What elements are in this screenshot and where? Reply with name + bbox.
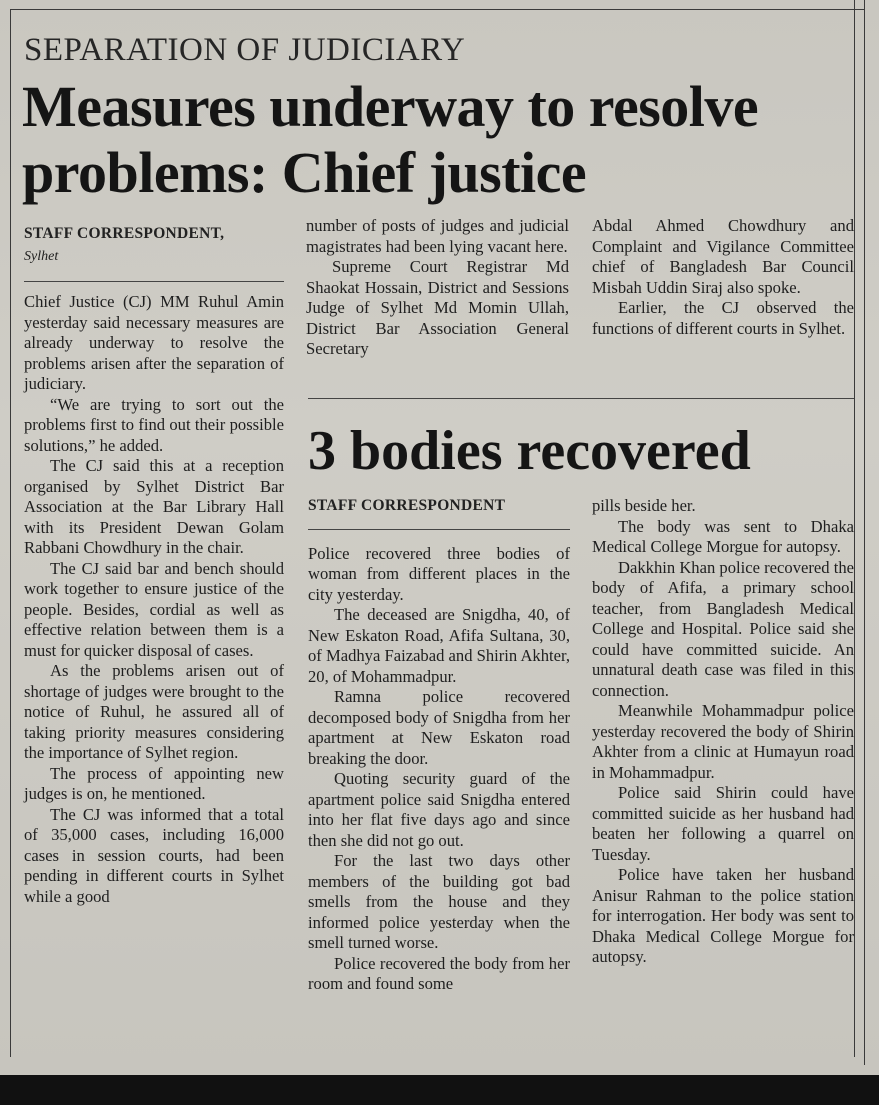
paragraph: Police recovered three bodies of woman from different places in the city yesterday. bbox=[308, 543, 570, 604]
paragraph: “We are trying to sort out the problems first to find out their possible solutions,” he added. bbox=[24, 394, 284, 455]
paragraph: The CJ said bar and bench should work together to ensure justice of the people. Besides, cordial as well as effective relation between them is a must for quicker disposal of cases. bbox=[24, 558, 284, 660]
frame-rule-left bbox=[10, 9, 11, 1057]
paragraph: Ramna police recovered decomposed body of Snigdha from her apartment at New Eskaton road breaking the door. bbox=[308, 687, 570, 768]
paragraph: Quoting security guard of the apartment police said Snigdha entered into her flat five days ago and since then she did not go out. bbox=[308, 769, 570, 850]
story1-column-3 bbox=[592, 216, 854, 339]
paragraph: Police said Shirin could have committed suicide as her husband had beaten her following a quarrel on Tuesday. bbox=[592, 783, 854, 864]
story1-dateline: Sylhet bbox=[24, 248, 59, 264]
story2-column-1 bbox=[308, 496, 570, 995]
story1-column-1-text bbox=[24, 292, 284, 907]
paragraph: Dakkhin Khan police recovered the body of Afifa, a primary school teacher, from Bangladesh Medical College and Hospital. Police said she could have committed suicide. An unnatural death case was filed in this connection. bbox=[592, 557, 854, 700]
story1-column-1 bbox=[24, 224, 284, 907]
byline-rule bbox=[24, 281, 284, 282]
story1-column-2 bbox=[306, 216, 569, 360]
story1-column-3-text bbox=[592, 216, 854, 339]
story2-column-2 bbox=[592, 496, 854, 968]
story1-headline: Measures underway to resolve problems: Chief justice bbox=[22, 74, 759, 205]
paragraph: number of posts of judges and judicial magistrates had been lying vacant here. bbox=[306, 216, 569, 256]
story2-byline: STAFF CORRESPONDENT bbox=[308, 497, 506, 514]
story2-headline: 3 bodies recovered bbox=[308, 420, 751, 482]
paragraph: For the last two days other members of the building got bad smells from the house and they informed police yesterday when the smell turned worse. bbox=[308, 851, 570, 952]
paragraph: The CJ said this at a reception organised by Sylhet District Bar Association at the Bar Library Hall with its President Dewan Golam Rabbani Chowdhury in the chair. bbox=[24, 456, 284, 557]
byline-rule bbox=[308, 529, 570, 530]
paragraph: The deceased are Snigdha, 40, of New Eskaton Road, Afifa Sultana, 30, of Madhya Faizabad and Shirin Akhter, 20, of Mohammadpur. bbox=[308, 605, 571, 686]
paragraph: Chief Justice (CJ) MM Ruhul Amin yesterday said necessary measures are already underway to resolve the problems arisen after the separation of judiciary. bbox=[24, 292, 284, 393]
paragraph: The body was sent to Dhaka Medical College Morgue for autopsy. bbox=[592, 516, 854, 556]
story1-byline: STAFF CORRESPONDENT, bbox=[24, 225, 225, 242]
paragraph: Meanwhile Mohammadpur police yesterday recovered the body of Shirin Akhter from a clinic at Humayun road in Mohammadpur. bbox=[592, 701, 854, 782]
story-divider bbox=[308, 398, 854, 399]
paragraph: The CJ was informed that a total of 35,000 cases, including 16,000 cases in session courts, had been pending in different courts in Sylhet while a good bbox=[24, 804, 284, 906]
paragraph: As the problems arisen out of shortage of judges were brought to the notice of Ruhul, he assured all of taking priority measures considering the importance of Sylhet region. bbox=[24, 661, 284, 762]
story1-column-2-text bbox=[306, 216, 569, 360]
story1-kicker: SEPARATION OF JUDICIARY bbox=[24, 32, 466, 68]
paragraph: Police recovered the body from her room and found some bbox=[308, 953, 570, 993]
paragraph: The process of appointing new judges is on, he mentioned. bbox=[24, 763, 284, 803]
paragraph: Abdal Ahmed Chowdhury and Complaint and Vigilance Committee chief of Bangladesh Bar Council Misbah Uddin Siraj also spoke. bbox=[592, 216, 854, 297]
story2-column-1-text bbox=[308, 544, 570, 995]
frame-rule-top bbox=[10, 9, 865, 10]
paragraph: pills beside her. bbox=[592, 496, 696, 515]
paragraph: Police have taken her husband Anisur Rahman to the police station for interrogation. Her body was sent to Dhaka Medical College Morgue for autopsy. bbox=[592, 865, 854, 966]
story2-column-2-text bbox=[592, 496, 854, 968]
paragraph: Supreme Court Registrar Md Shaokat Hossain, District and Sessions Judge of Sylhet Md Momin Ullah, District Bar Association General Secretary bbox=[306, 257, 569, 358]
paragraph: Earlier, the CJ observed the functions of different courts in Sylhet. bbox=[592, 298, 854, 338]
